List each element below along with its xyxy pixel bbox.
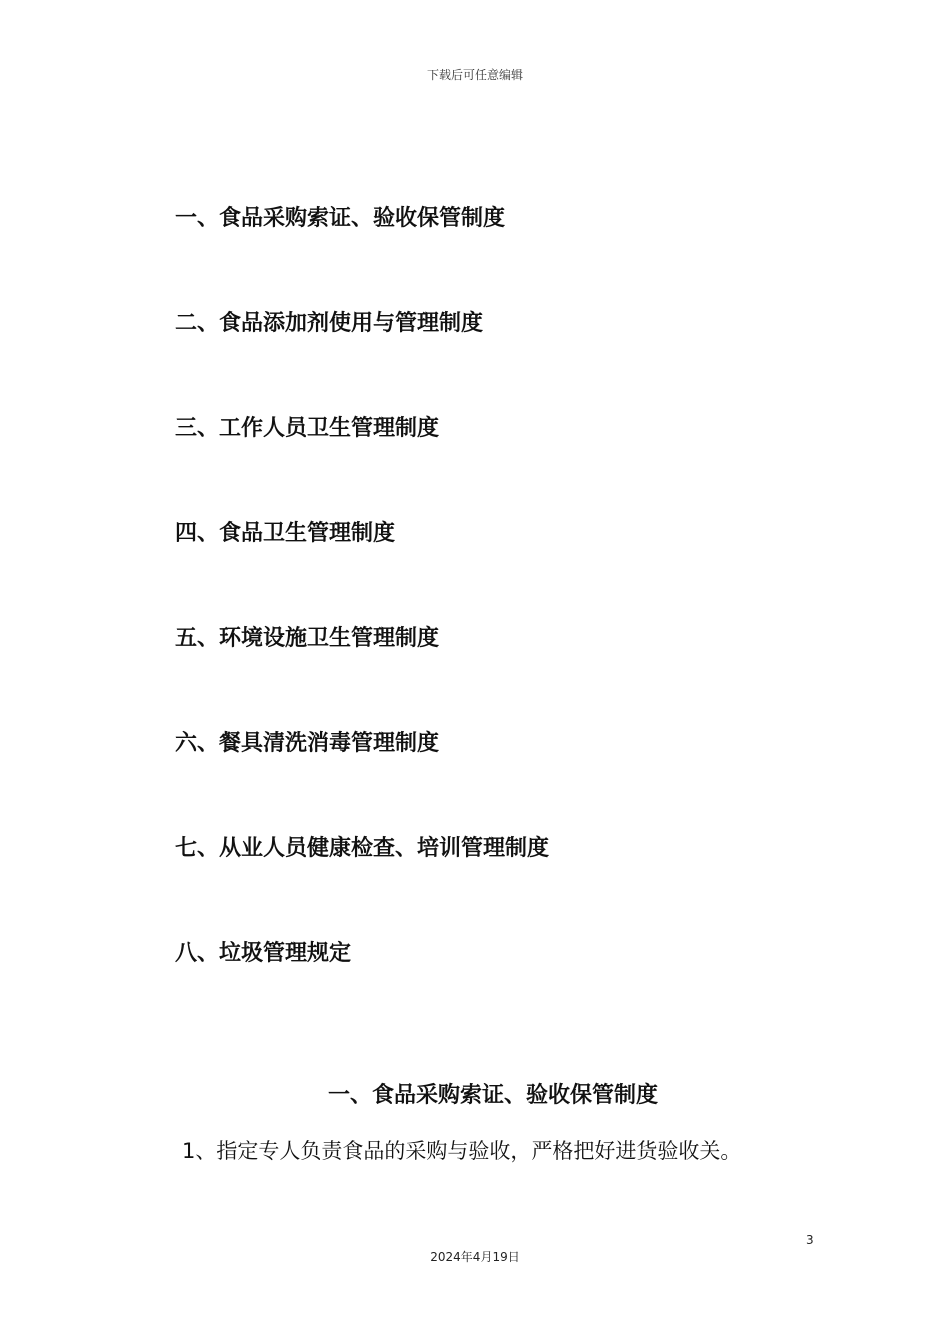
toc-item-3: 三、工作人员卫生管理制度 xyxy=(175,416,440,441)
page-header: 下载后可任意编辑 xyxy=(426,68,523,82)
toc-item-7: 七、从业人员健康检查、培训管理制度 xyxy=(175,836,550,861)
page-number: 3 xyxy=(806,1233,814,1247)
section-heading: 一、食品采购索证、验收保管制度 xyxy=(327,1083,658,1108)
toc-item-4: 四、食品卫生管理制度 xyxy=(175,521,396,546)
toc-item-2: 二、食品添加剂使用与管理制度 xyxy=(175,311,484,336)
toc-item-8: 八、垃圾管理规定 xyxy=(175,941,352,966)
footer-date: 2024年4月19日 xyxy=(430,1250,520,1264)
body-paragraph: 1、指定专人负责食品的采购与验收，严格把好进货验收关。 xyxy=(182,1139,742,1163)
toc-item-1: 一、食品采购索证、验收保管制度 xyxy=(175,206,506,231)
toc-item-5: 五、环境设施卫生管理制度 xyxy=(175,626,440,651)
table-of-contents xyxy=(175,202,549,1042)
toc-item-6: 六、餐具清洗消毒管理制度 xyxy=(175,731,440,756)
